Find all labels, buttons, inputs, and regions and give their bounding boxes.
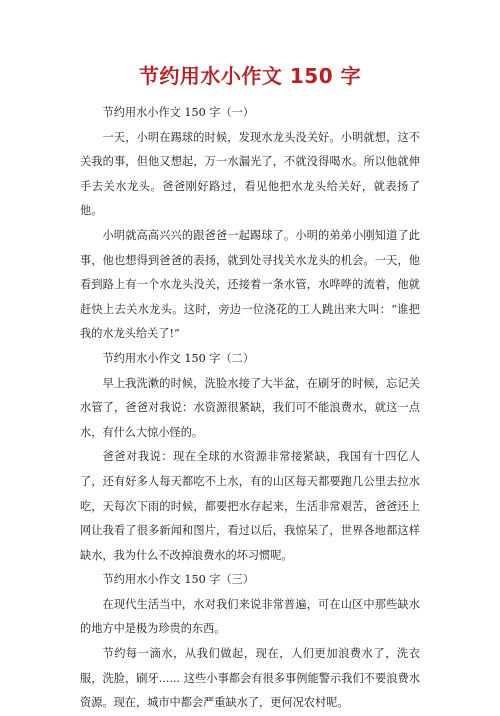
body-paragraph: 一天，小明在踢球的时候，发现水龙头没关好。小明就想，这不关我的事，但他又想起，万一水漏光了，不就没得喝水。所以他就伸手去关水龙头。爸爸刚好路过，看见他把水龙头给关好，就表扬了他。 [80,130,420,218]
body-paragraph: 早上我洗漱的时候，洗脸水接了大半盆，在刷牙的时候，忘记关水管了，爸爸对我说：水资源很紧缺，我们可不能浪费水，就这一点水，有什么大惊小怪的。 [80,376,420,439]
document-body [80,101,420,716]
document-title: 节约用水小作文 150 字 [138,64,362,88]
section-heading: 节约用水小作文 150 字（一） [102,106,255,119]
body-paragraph: 爸爸对我说：现在全球的水资源非常接紧缺，我国有十四亿人了，还有好多人每天都吃不上水，有的山区每天都要跑几公里去拉水吃，天每次下雨的时候，都要把水存起来，生活非常艰苦，爸爸还上网让我看了很多新闻和图片，看过以后，我惊呆了，世界各地都这样缺水，我为什么不改掉浪费水的坏习惯呢。 [80,450,420,562]
body-paragraph: 在现代生活当中，水对我们来说非常普遍，可在山区中那些缺水的地方中是极为珍贵的东西。 [80,597,420,636]
section-heading: 节约用水小作文 150 字（二） [102,351,255,365]
section-heading: 节约用水小作文 150 字（三） [102,573,255,587]
body-paragraph: 节约每一滴水，从我们做起，现在，人们更加浪费水了，洗衣服，洗脸，刷牙...... 这些小事都会有很多事例能警示我们不要浪费水资源。现在，城市中都会严重缺水了，更何况农村呢。 [80,647,420,710]
body-paragraph: 小明就高高兴兴的跟爸爸一起踢球了。小明的弟弟小刚知道了此事，他也想得到爸爸的表扬，就到处寻找关水龙头的机会。一天，他看到路上有一个水龙头没关，还接着一条水管，水哗哗的流着，他就赶快上去关水龙头。这时，旁边一位浇花的工人跳出来大叫：“谁把我的水龙头给关了!” [80,228,420,341]
